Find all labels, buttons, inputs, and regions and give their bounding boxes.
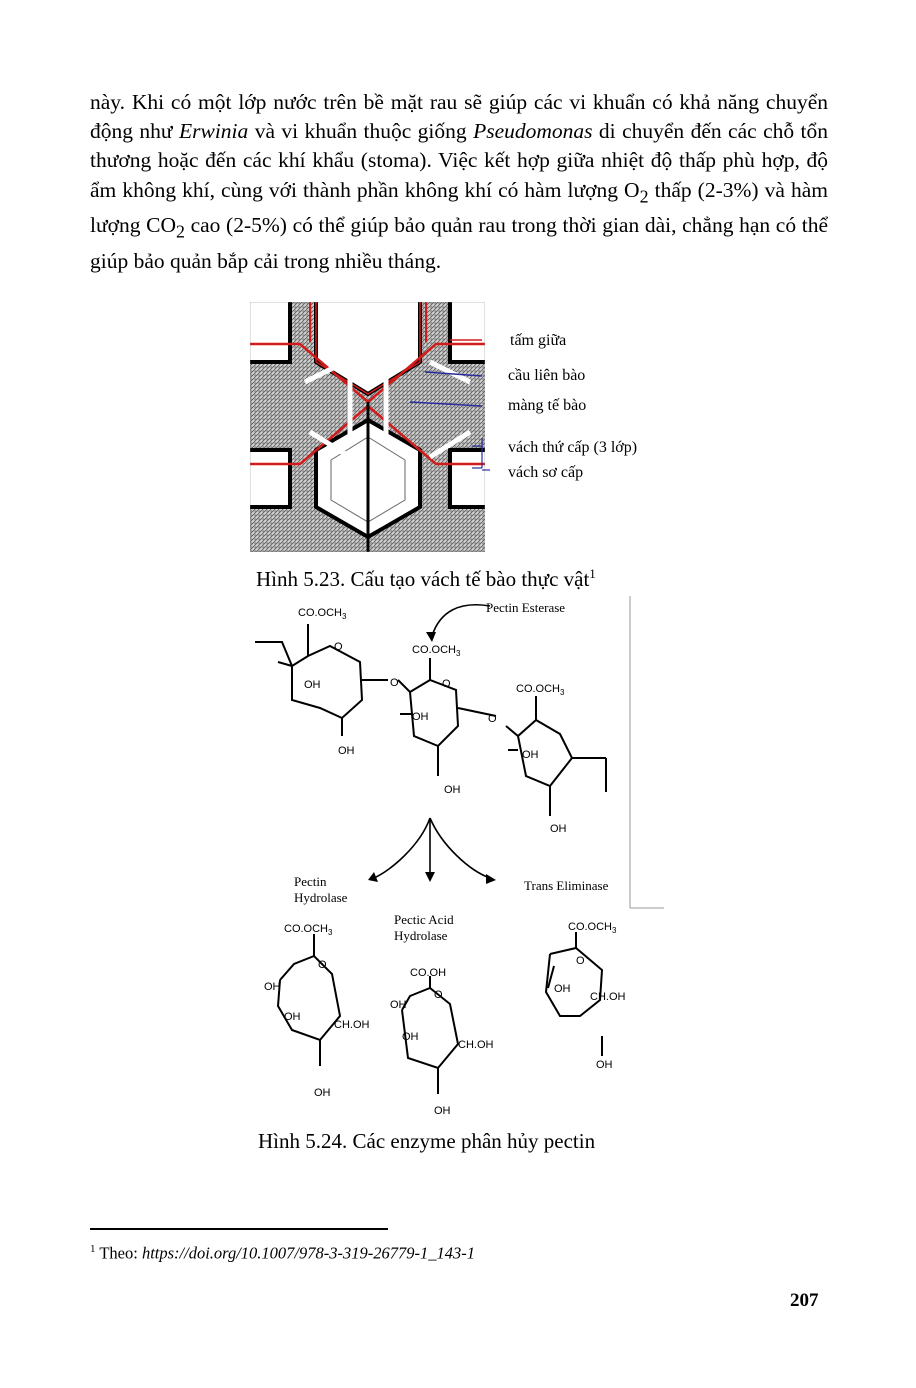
- label-plasmodesmata: cầu liên bào: [508, 367, 586, 384]
- group-o: O: [576, 955, 585, 967]
- group-o: O: [334, 641, 343, 653]
- footnote-rule: [90, 1228, 388, 1230]
- group-oh: OH: [434, 1105, 451, 1117]
- cell-wall-diagram: [250, 302, 670, 552]
- group-co-oh: CO.OH: [410, 967, 447, 979]
- pseudomonas-name: Pseudomonas: [473, 119, 593, 144]
- group-coo-ch3: $CO.OCH_3$: [284, 923, 333, 937]
- figure-5-23-caption: [256, 566, 596, 592]
- cell-wall-hexagons: [250, 302, 530, 552]
- group-coo-ch3: $CO.OCH_3$: [516, 683, 565, 697]
- group-ch-oh: CH.OH: [458, 1039, 494, 1051]
- footnote-prefix: Theo:: [95, 1243, 142, 1263]
- page-number: 207: [790, 1290, 819, 1311]
- caption-footnote-mark: 1: [589, 566, 596, 581]
- footnote-link[interactable]: https://doi.org/10.1007/978-3-319-26779-1_143-1: [141, 1243, 475, 1263]
- group-oh: OH: [390, 999, 407, 1011]
- group-oh: OH: [444, 784, 461, 796]
- group-oh: OH: [550, 823, 567, 835]
- group-ch-oh: CH.OH: [334, 1019, 370, 1031]
- group-oh: OH: [264, 981, 281, 993]
- group-coo-ch3: $CO.OCH_3$: [298, 607, 347, 621]
- label-pectin-hydrolase: Pectin: [294, 874, 327, 889]
- o2-subscript: 2: [639, 185, 649, 206]
- label-pectic-acid-hydrolase: Pectic Acid: [394, 912, 454, 927]
- label-cell-membrane: màng tế bào: [508, 397, 587, 414]
- group-coo-ch3: $CO.OCH_3$: [568, 921, 617, 935]
- group-o: O: [442, 678, 451, 690]
- label-pectic-acid-hydrolase: Hydrolase: [394, 928, 448, 943]
- label-pectin-hydrolase: Hydrolase: [294, 890, 348, 905]
- group-oh: OH: [314, 1087, 331, 1099]
- group-o: O: [390, 677, 399, 689]
- footnote: [90, 1243, 475, 1264]
- body-paragraph: [90, 88, 828, 276]
- group-o: O: [318, 959, 327, 971]
- group-coo-ch3: $CO.OCH_3$: [412, 644, 461, 658]
- label-primary-wall: vách sơ cấp: [508, 464, 584, 481]
- paragraph-text: này. Khi có một lớp nước trên bề mặt rau sẽ giúp các vi khuẩn có khả năng chuyển động như: [90, 90, 828, 144]
- group-oh: OH: [338, 745, 355, 757]
- label-pectin-esterase: Pectin Esterase: [486, 600, 566, 615]
- group-oh: OH: [522, 749, 539, 761]
- group-oh: OH: [284, 1011, 301, 1023]
- footnote-mark: 1: [90, 1243, 96, 1255]
- caption-text: Hình 5.23. Cấu tạo vách tế bào thực vật: [256, 567, 590, 591]
- paragraph-text: di chuyển đến các chỗ tổn thương hoặc đến các khí khẩu (stoma). Việc kết hợp giữa nhiệt độ thấp phù hợp, độ ẩm không khí, cùng với thành phần không khí có hàm lượng O: [90, 119, 828, 202]
- label-middle-lamella: tấm giữa: [510, 332, 567, 349]
- group-oh: OH: [304, 679, 321, 691]
- group-o: O: [488, 713, 497, 725]
- group-oh: OH: [402, 1031, 419, 1043]
- paragraph-text: cao (2-5%) có thể giúp bảo quản rau trong thời gian dài, chẳng hạn có thể giúp bảo quản bắp cải trong nhiều tháng.: [90, 213, 828, 273]
- group-oh: OH: [554, 983, 571, 995]
- figure-5-24-caption: Hình 5.24. Các enzyme phân hủy pectin: [258, 1129, 596, 1153]
- erwinia-name: Erwinia: [178, 119, 249, 144]
- group-oh: OH: [412, 711, 429, 723]
- paragraph-text: và vi khuẩn thuộc giống: [248, 119, 474, 144]
- paragraph-text: thấp (2-3%) và hàm lượng CO: [90, 177, 828, 238]
- pectin-enzyme-diagram: [250, 596, 670, 1126]
- group-o: O: [434, 989, 443, 1001]
- group-oh: OH: [596, 1059, 613, 1071]
- label-trans-eliminase: Trans Eliminase: [524, 878, 609, 893]
- co2-subscript: 2: [176, 221, 185, 242]
- label-secondary-wall: vách thứ cấp (3 lớp): [508, 439, 638, 456]
- group-ch-oh: CH.OH: [590, 991, 626, 1003]
